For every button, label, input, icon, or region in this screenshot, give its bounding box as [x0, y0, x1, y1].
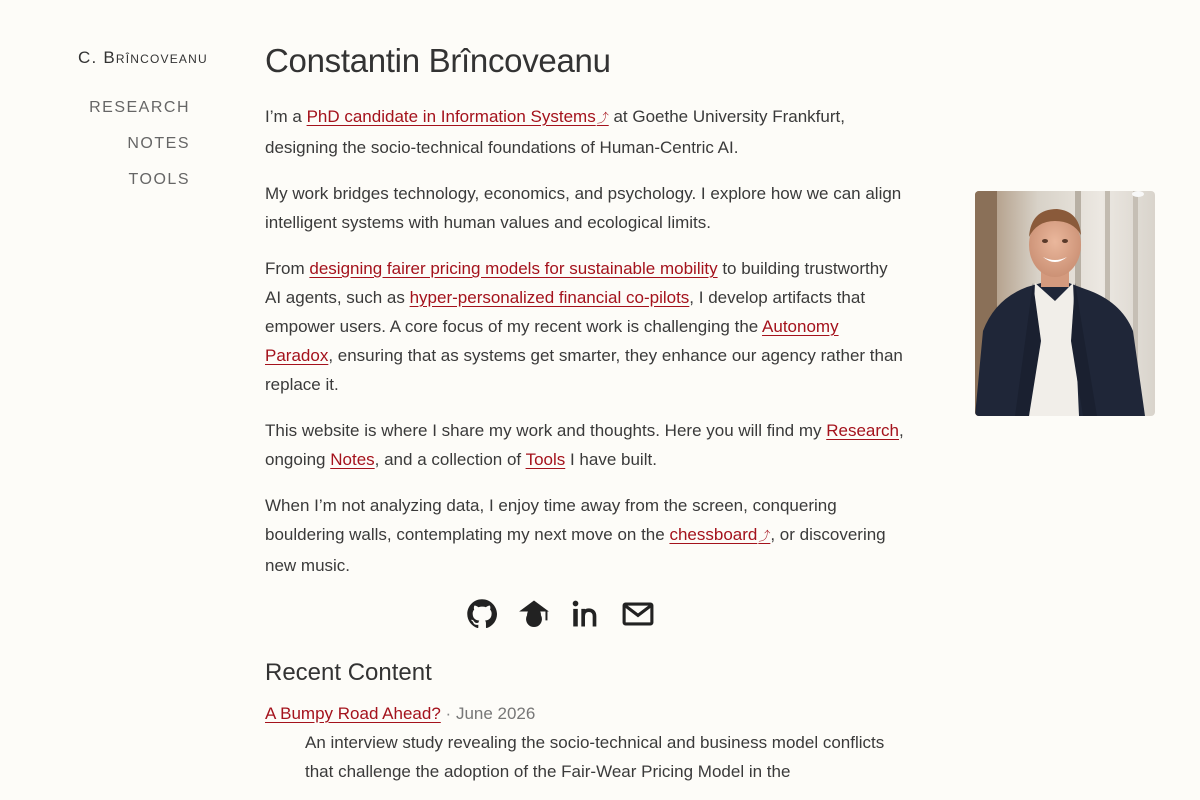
recent-item	[265, 699, 905, 728]
hobbies-text-1: When I’m not analyzing data, I enjoy time away from the screen, conquering bouldering walls, contemplating my next move on the	[265, 496, 837, 544]
intro-text-1: I’m a	[265, 107, 307, 126]
nav-item-research[interactable]: RESEARCH	[89, 99, 190, 116]
tools-link[interactable]: Tools	[525, 450, 566, 469]
social-links	[265, 597, 855, 637]
portrait-photo	[975, 191, 1155, 416]
main-nav	[60, 98, 190, 206]
hobbies-paragraph	[265, 491, 905, 580]
page-title: Constantin Brîncoveanu	[265, 42, 611, 79]
hobbies-text-2: , or discovering new music.	[265, 525, 886, 575]
intro-text-2: at Goethe University Frankfurt, designing the socio-technical foundations of Human-Centric AI.	[265, 107, 845, 157]
focus-paragraph	[265, 254, 905, 399]
financial-copilots-link[interactable]: hyper-personalized financial co-pilots	[409, 288, 690, 307]
external-link-icon: ⤴	[596, 111, 609, 125]
notes-link[interactable]: Notes	[330, 450, 375, 469]
pricing-models-link[interactable]: designing fairer pricing models for sustainable mobility	[309, 259, 718, 278]
autonomy-paradox-link[interactable]: Autonomy Paradox	[265, 317, 839, 365]
chessboard-link[interactable]	[669, 525, 770, 544]
external-link-icon: ⤴	[758, 529, 771, 543]
recent-item-description: An interview study revealing the socio-technical and business model conflicts that challenge the adoption of the Fair-Wear Pricing Model in the	[305, 733, 885, 781]
recent-item-separator: ·	[445, 704, 452, 723]
email-link[interactable]	[621, 597, 655, 631]
github-icon	[465, 597, 499, 631]
linkedin-link[interactable]	[569, 597, 603, 631]
email-icon	[621, 597, 655, 631]
focus-text-2: to building trustworthy AI agents, such as	[265, 259, 888, 307]
focus-text-3: , I develop artifacts that empower users. A core focus of my recent work is challenging the	[265, 288, 866, 336]
research-link[interactable]: Research	[826, 421, 899, 440]
intro-paragraph	[265, 102, 905, 162]
website-text-1: This website is where I share my work and thoughts. Here you will find my	[265, 421, 827, 440]
site-brand-link[interactable]: C. Brîncoveanu	[78, 48, 208, 67]
main-content	[265, 40, 905, 786]
linkedin-icon	[569, 597, 603, 631]
chessboard-link-text: chessboard	[669, 525, 758, 544]
nav-item-tools[interactable]: TOOLS	[128, 171, 190, 188]
phd-candidate-link[interactable]	[307, 107, 609, 126]
google-scholar-link[interactable]	[517, 597, 551, 631]
website-text-2: , ongoing	[265, 421, 904, 469]
google-scholar-icon	[517, 597, 551, 631]
focus-text-1: From	[265, 259, 310, 278]
website-paragraph	[265, 416, 905, 474]
website-text-4: I have built.	[565, 450, 657, 469]
recent-content-heading: Recent Content	[265, 659, 432, 686]
focus-text-4: , ensuring that as systems get smarter, they enhance our agency rather than replace it.	[265, 346, 903, 394]
work-paragraph: My work bridges technology, economics, and psychology. I explore how we can align intelligent systems with human values and ecological limits.	[265, 184, 902, 232]
website-text-3: , and a collection of	[374, 450, 526, 469]
recent-item-title-link[interactable]: A Bumpy Road Ahead?	[265, 704, 441, 723]
recent-item-date: June 2026	[455, 704, 536, 723]
portrait-image	[975, 191, 1155, 416]
phd-candidate-link-text: PhD candidate in Information Systems	[306, 107, 596, 126]
nav-item-notes[interactable]: NOTES	[127, 135, 190, 152]
github-link[interactable]	[465, 597, 499, 631]
